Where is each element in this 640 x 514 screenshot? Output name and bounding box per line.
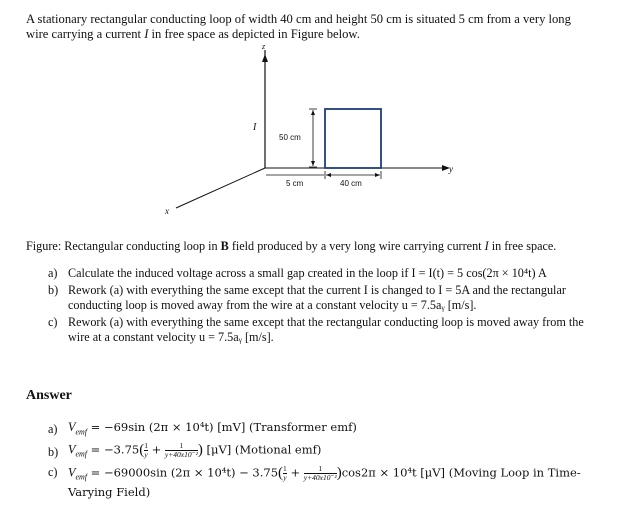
z-axis-label: z xyxy=(262,44,266,51)
x-axis xyxy=(176,168,265,208)
question-part-b: b) Rework (a) with everything the same except that the current I is changed to I = 5A and the rectangular conducting loop is moved away from the wire at a constant velocity u = 7.5aᵧ [m/s]. xyxy=(48,283,566,312)
answer-c: c) $V_{emf} = -69000\sin$ (2π × 10⁴t) − 3.75( $\frac{1}{y}$ + $\frac{1}{\text{y+40x10⁻²}}$ )cos2π × 10⁴t [μV] (Moving Loop in Time- Varying Field) xyxy=(48,464,581,499)
loop-figure xyxy=(150,44,470,234)
question-parts xyxy=(48,266,608,347)
height-label: 50 cm xyxy=(279,133,301,142)
answer-a: a) $V_{emf} = -69\sin$ (2π × 10⁴t) [mV] (Transformer emf) xyxy=(48,420,357,437)
conducting-loop xyxy=(325,109,381,168)
question-part-c: c) Rework (a) with everything the same except that the rectangular conducting loop is moved away from the wire at a constant velocity u = 7.5aᵧ [m/s]. xyxy=(48,315,584,344)
wire-arrow-up xyxy=(262,54,268,62)
fraction-1-over-y-plus-width: $\frac{1}{\text{y+40x10⁻²}}$ xyxy=(164,441,198,460)
y-axis-label: y xyxy=(449,164,453,174)
fraction-1-over-y-plus-width: $\frac{1}{\text{y+40x10⁻²}}$ xyxy=(303,464,337,483)
answer-list xyxy=(48,420,608,503)
problem-statement xyxy=(26,12,616,42)
gap-label: 5 cm xyxy=(286,179,304,188)
intro-line-2: wire carrying a current I in free space as depicted in Figure below. xyxy=(26,27,360,41)
answer-heading: Answer xyxy=(26,388,72,403)
intro-line-1: A stationary rectangular conducting loop of width 40 cm and height 50 cm is situated 5 cm from a very long xyxy=(26,12,571,26)
figure-caption: Figure: Rectangular conducting loop in B field produced by a very long wire carrying current I in free space. xyxy=(26,239,557,253)
question-part-a: a) Calculate the induced voltage across a small gap created in the loop if I = I(t) = 5 cos(2π × 10⁴t) A xyxy=(48,266,547,280)
answer-b: b) $V_{emf} = -3.75$( $\frac{1}{y}$ + $\frac{1}{\text{y+40x10⁻²}}$ ) [μV] (Motional emf) xyxy=(48,441,322,460)
x-axis-label: x xyxy=(165,206,169,216)
width-label: 40 cm xyxy=(340,179,362,188)
current-label: I xyxy=(253,122,257,133)
fraction-1-over-y: $\frac{1}{y}$ xyxy=(283,464,287,483)
fraction-1-over-y: $\frac{1}{y}$ xyxy=(144,441,148,460)
